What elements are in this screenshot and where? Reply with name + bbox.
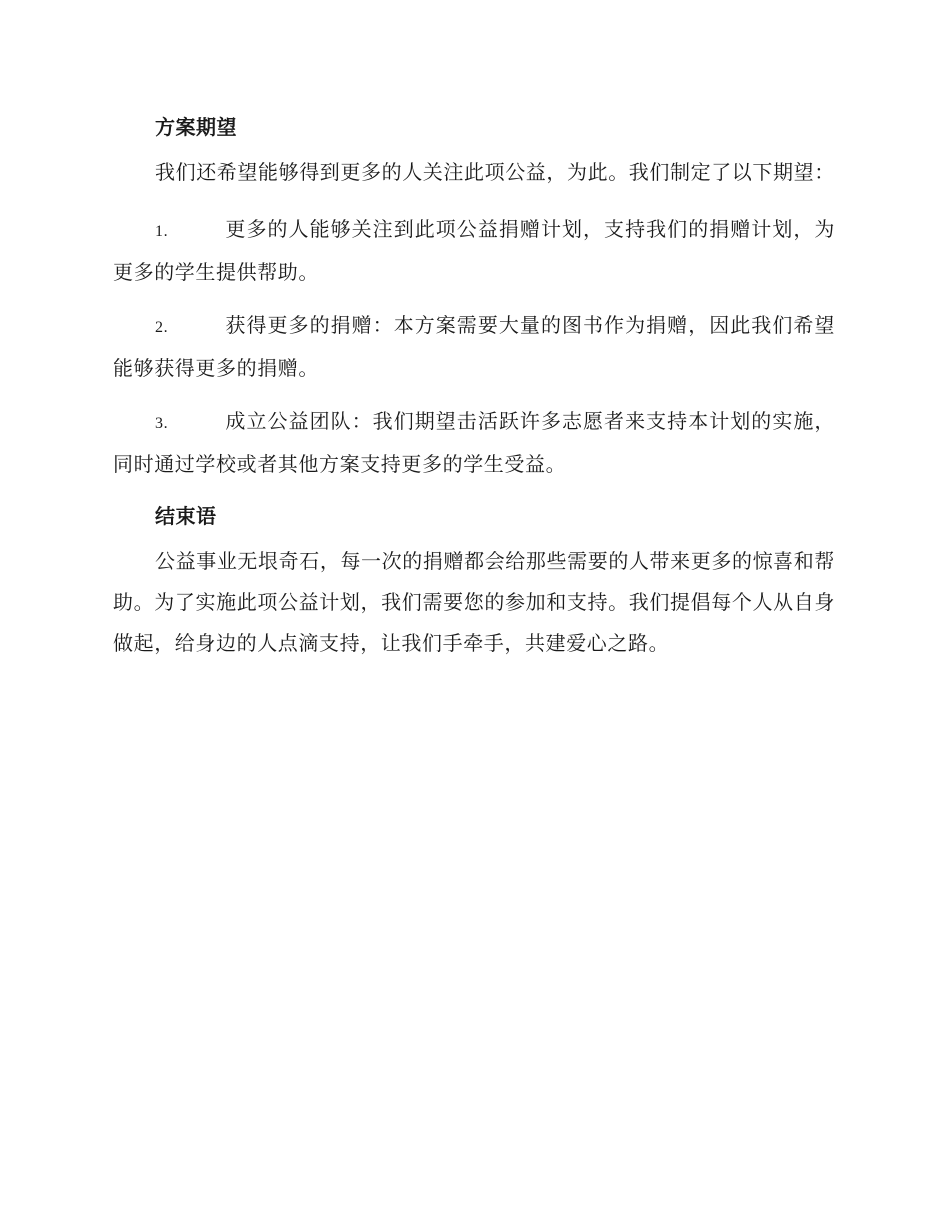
list-item — [113, 305, 835, 389]
section-heading-conclusion: 结束语 — [155, 504, 217, 528]
list-number: 1. — [155, 223, 169, 240]
expectations-intro: 我们还希望能够得到更多的人关注此项公益，为此。我们制定了以下期望： — [155, 160, 835, 184]
document-content — [113, 108, 835, 676]
section-heading-expectations: 方案期望 — [155, 115, 237, 139]
list-item-text: 获得更多的捐赠：本方案需要大量的图书作为捐赠，因此我们希望能够获得更多的捐赠。 — [113, 313, 835, 380]
list-item-text: 更多的人能够关注到此项公益捐赠计划，支持我们的捐赠计划，为更多的学生提供帮助。 — [113, 217, 835, 284]
list-item — [113, 209, 835, 293]
list-item-text: 成立公益团队：我们期望击活跃许多志愿者来支持本计划的实施，同时通过学校或者其他方案支持更多的学生受益。 — [113, 409, 835, 476]
list-number: 2. — [155, 319, 169, 336]
list-item — [113, 401, 835, 485]
conclusion-body: 公益事业无垠奇石，每一次的捐赠都会给那些需要的人带来更多的惊喜和帮助。为了实施此项公益计划，我们需要您的参加和支持。我们提倡每个人从自身做起，给身边的人点滴支持，让我们手牵手，共建爱心之路。 — [113, 549, 835, 655]
list-number: 3. — [155, 415, 169, 432]
